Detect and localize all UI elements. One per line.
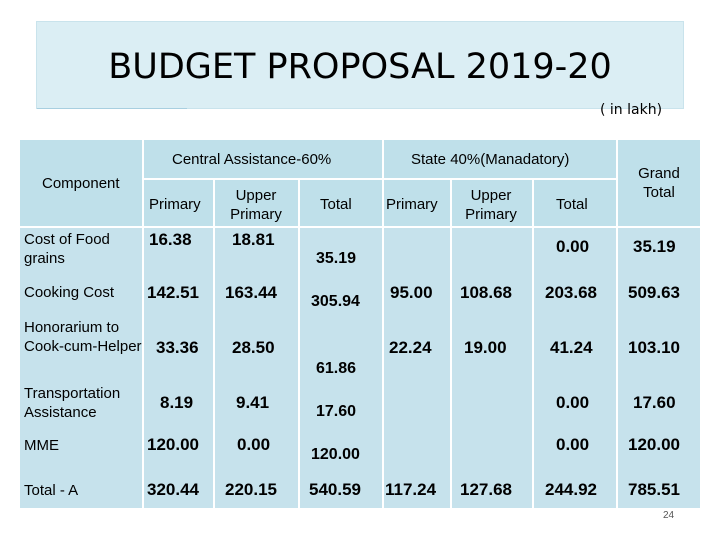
cell-value: 8.19: [160, 393, 194, 412]
cell-value: 41.24: [550, 338, 593, 357]
col-s-upper: [452, 228, 532, 508]
cell-value: 35.19: [633, 237, 676, 256]
page-number: 24: [663, 510, 675, 521]
unit-note: ( in lakh): [600, 102, 663, 118]
cell-value: 16.38: [149, 230, 192, 249]
cell-value: 9.41: [236, 393, 270, 412]
header-s-upper-label: Upper Primary: [465, 187, 517, 223]
header-c-upper-label: Upper Primary: [230, 187, 282, 223]
row-label: Honorarium to Cook-cum-Helper: [24, 319, 142, 355]
cell-value: 127.68: [460, 480, 512, 499]
cell-value: 35.19: [316, 250, 357, 267]
row-label: Cooking Cost: [24, 284, 115, 301]
header-s-primary-label: Primary: [386, 196, 438, 213]
col-c-upper: [215, 228, 298, 508]
cell-value: 17.60: [316, 403, 357, 420]
cell-value: 305.94: [311, 293, 360, 310]
header-grand-label: Grand Total: [638, 165, 680, 201]
cell-value: 108.68: [460, 283, 512, 302]
cell-value: 203.68: [545, 283, 597, 302]
cell-value: 120.00: [147, 435, 199, 454]
cell-value: 0.00: [556, 393, 590, 412]
cell-value: 33.36: [156, 338, 199, 357]
cell-value: 120.00: [628, 435, 680, 454]
cell-value: 95.00: [390, 283, 433, 302]
header-central-label: Central Assistance-60%: [172, 151, 332, 168]
cell-value: 19.00: [464, 338, 507, 357]
cell-value: 120.00: [311, 446, 360, 463]
cell-value: 0.00: [556, 237, 590, 256]
cell-value: 17.60: [633, 393, 676, 412]
header-state-label: State 40%(Manadatory): [411, 151, 570, 168]
page-title: BUDGET PROPOSAL 2019-20: [108, 47, 612, 87]
cell-value: 28.50: [232, 338, 275, 357]
header-component: Component: [42, 175, 120, 192]
cell-value: 540.59: [309, 480, 361, 499]
row-label: Cost of Food grains: [24, 231, 110, 267]
cell-value: 22.24: [389, 338, 432, 357]
col-c-primary: [144, 228, 213, 508]
cell-value: 61.86: [316, 360, 357, 377]
col-s-total: [534, 228, 616, 508]
col-s-primary: [384, 228, 450, 508]
cell-value: 117.24: [385, 480, 437, 499]
cell-value: 509.63: [628, 283, 680, 302]
cell-value: 320.44: [147, 480, 199, 499]
header-c-total-label: Total: [320, 196, 352, 213]
cell-value: 244.92: [545, 480, 597, 499]
header-s-total-label: Total: [556, 196, 588, 213]
row-label: MME: [24, 437, 59, 454]
cell-value: 785.51: [628, 480, 680, 499]
cell-value: 0.00: [556, 435, 590, 454]
header-c-primary-label: Primary: [149, 196, 201, 213]
col-grand: [618, 228, 700, 508]
cell-value: 18.81: [232, 230, 275, 249]
col-component: [20, 228, 142, 508]
cell-value: 0.00: [237, 435, 271, 454]
row-label: Total - A: [24, 482, 79, 499]
cell-value: 142.51: [147, 283, 199, 302]
row-label: Transportation Assistance: [24, 385, 121, 421]
cell-value: 163.44: [225, 283, 277, 302]
cell-value: 103.10: [628, 338, 680, 357]
cell-value: 220.15: [225, 480, 277, 499]
